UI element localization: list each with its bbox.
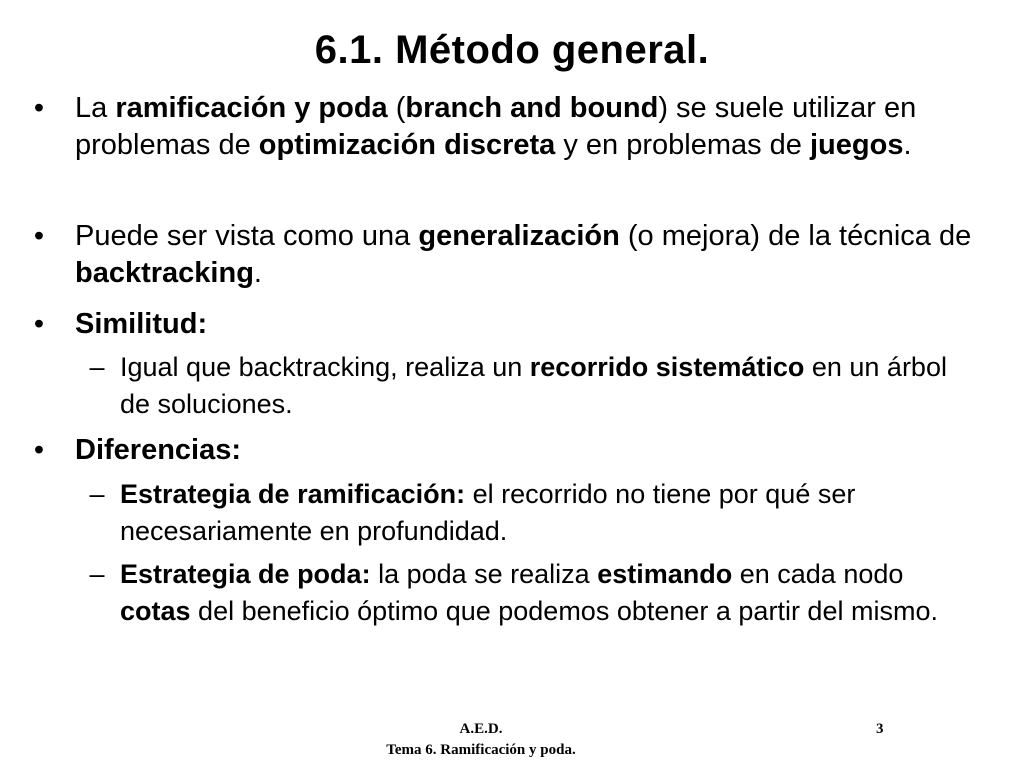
subbullet-marker: – <box>89 559 105 589</box>
bullet-marker: • <box>33 220 45 252</box>
subbullet-recorrido-sistematico <box>89 349 980 423</box>
slide-title: 6.1. Método general. <box>314 28 710 72</box>
bullet-marker: • <box>33 92 45 124</box>
bullet-text: ) se suele utilizar en problemas de <box>75 92 917 161</box>
bullet-similitud <box>33 306 975 343</box>
bullet-text: en cada nodo <box>732 559 904 589</box>
bullet-text: en un árbol de soluciones. <box>120 352 947 419</box>
bullet-branch-and-bound <box>33 90 975 164</box>
bullet-text: y en problemas de <box>555 129 810 161</box>
bullet-bold-text: juegos <box>810 129 904 161</box>
bullet-text: ( <box>387 92 406 124</box>
bullet-text: Puede ser vista como una <box>75 220 419 252</box>
bullet-text: . <box>253 257 262 289</box>
subbullet-marker: – <box>89 479 105 509</box>
bullet-text: el recorrido no tiene por qué ser necesariamente en profundidad. <box>120 479 856 546</box>
bullet-text: la poda se realiza <box>370 559 598 589</box>
bullet-text: Igual que backtracking, realiza un <box>120 352 530 382</box>
bullet-bold-text: Estrategia de ramificación: <box>120 479 466 509</box>
footer-topic: Tema 6. Ramificación y poda. <box>386 742 576 758</box>
bullet-heading: Diferencias: <box>75 434 242 466</box>
bullet-marker: • <box>33 434 45 466</box>
bullet-bold-text: Estrategia de poda: <box>120 559 371 589</box>
bullet-bold-text: branch and bound <box>405 92 659 124</box>
bullet-bold-text: recorrido sistemático <box>529 352 805 382</box>
bullet-text: . <box>903 129 912 161</box>
bullet-text: La <box>75 92 116 124</box>
bullet-bold-text: cotas <box>120 596 191 626</box>
bullet-bold-text: ramificación y poda <box>115 92 388 124</box>
page-number: 3 <box>876 721 884 737</box>
bullet-bold-text: generalización <box>418 220 620 252</box>
bullet-bold-text: estimando <box>597 559 733 589</box>
footer-course: A.E.D. <box>459 721 503 737</box>
bullet-bold-text: optimización discreta <box>258 129 556 161</box>
bullet-diferencias <box>33 432 975 469</box>
bullet-text: del beneficio óptimo que podemos obtener a partir del mismo. <box>190 596 938 626</box>
subbullet-estrategia-ramificacion <box>89 476 980 550</box>
bullet-text: (o mejora) de la técnica de <box>619 220 972 252</box>
bullet-bold-text: backtracking <box>75 257 254 289</box>
bullet-generalizacion <box>33 218 975 292</box>
bullet-marker: • <box>33 308 45 340</box>
subbullet-marker: – <box>89 352 105 382</box>
subbullet-estrategia-poda <box>89 556 980 630</box>
bullet-heading: Similitud: <box>75 308 208 340</box>
